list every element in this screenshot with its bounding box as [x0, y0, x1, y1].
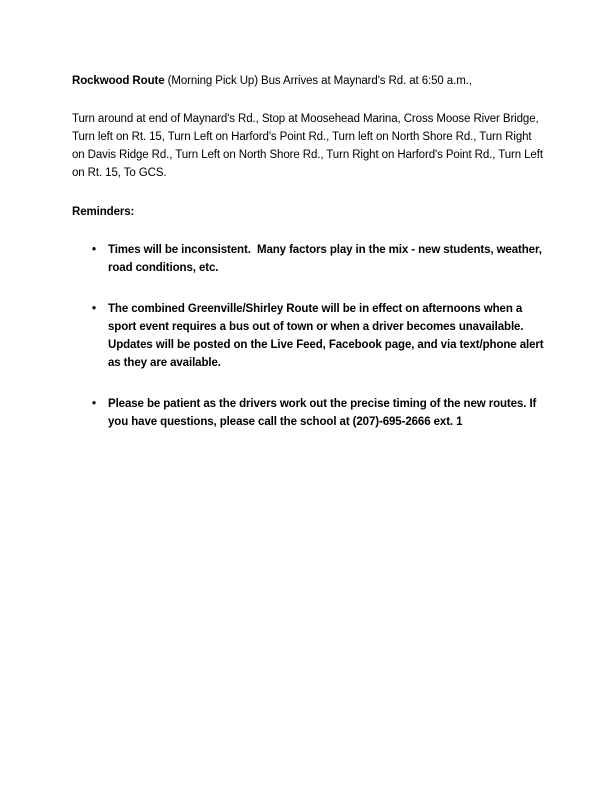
list-item	[92, 300, 547, 372]
bullet-icon: •	[92, 303, 96, 315]
route-directions-paragraph: Turn around at end of Maynard's Rd., Stop at Moosehead Marina, Cross Moose River Bridge, Turn left on Rt. 15, Turn Left on Harford's Point Rd., Turn left on North Shore Rd., Turn Right on Davis Ridge Rd., Turn Left on North Shore Rd., Turn Right on Harford's Point Rd., Turn Left on Rt. 15, To GCS.	[72, 113, 547, 179]
reminder-text: Please be patient as the drivers work out the precise timing of the new routes. If you have questions, please call the school at (207)-695-2666 ext. 1	[108, 398, 540, 428]
reminder-text: The combined Greenville/Shirley Route will be in effect on afternoons when a sport event requires a bus out of town or when a driver becomes unavailable. Updates will be posted on the Live Feed, Facebook page, and via text/phone alert as they are available.	[108, 303, 547, 369]
route-title-regular: (Morning Pick Up) Bus Arrives at Maynard's Rd. at 6:50 a.m.,	[164, 75, 472, 87]
reminder-text: Times will be inconsistent. Many factors play in the mix - new students, weather, road conditions, etc.	[108, 244, 545, 274]
route-title-bold: Rockwood Route	[72, 75, 165, 87]
bullet-icon: •	[92, 398, 96, 410]
reminders-list	[72, 241, 547, 431]
route-title	[72, 72, 544, 90]
list-item	[92, 241, 544, 277]
list-item	[92, 395, 544, 431]
reminders-heading: Reminders:	[72, 206, 135, 218]
bullet-icon: •	[92, 244, 96, 256]
